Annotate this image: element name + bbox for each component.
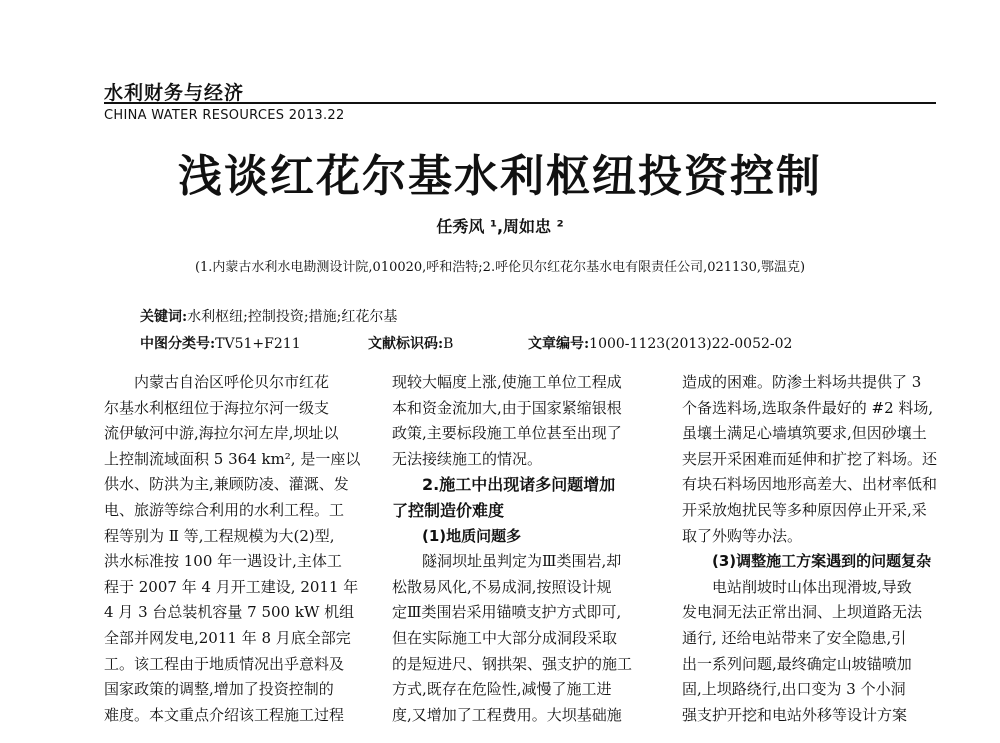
text-line: 但在实际施工中大部分成洞段采取 <box>392 628 618 647</box>
text-line: 固,上坝路绕行,出口变为 3 个小洞 <box>682 680 906 699</box>
text-line: 夹层开采困难而延伸和扩挖了料场。还 <box>682 449 938 468</box>
text-line: 强支护开挖和电站外移等设计方案 <box>682 705 908 724</box>
keywords-label: 关键词: <box>140 309 188 325</box>
text-line: 虽壤土满足心墙填筑要求,但因砂壤土 <box>682 424 927 443</box>
article-no-value: 1000-1123(2013)22-0052-02 <box>589 336 793 352</box>
text-line: 供水、防洪为主,兼顾防凌、灌溉、发 <box>104 475 349 494</box>
text-line: 程于 2007 年 4 月开工建设, 2011 年 <box>104 577 359 596</box>
text-line: 开采放炮扰民等多种原因停止开采,采 <box>682 500 927 519</box>
text-line: 个备选料场,选取条件最好的 #2 料场, <box>682 398 934 417</box>
text-line: 本和资金流加大,由于国家紧缩银根 <box>392 398 622 417</box>
text-line: 尔基水利枢纽位于海拉尔河一级支 <box>104 398 330 417</box>
text-line: 国家政策的调整,增加了投资控制的 <box>104 680 334 699</box>
keywords <box>140 306 397 326</box>
journal-issue: CHINA WATER RESOURCES 2013.22 <box>104 108 345 123</box>
text-line: 造成的困难。防渗土料场共提供了 3 <box>682 373 922 391</box>
doc-code-label: 文献标识码: <box>368 336 444 352</box>
body-column-1 <box>104 370 366 728</box>
text-line: 流伊敏河中游,海拉尔河左岸,坝址以 <box>104 424 339 443</box>
keywords-value: 水利枢纽;控制投资;措施;红花尔基 <box>187 309 398 325</box>
text-line: 出一系列问题,最终确定山坡锚喷加 <box>682 654 912 673</box>
text-line: 洪水标准按 100 年一遇设计,主体工 <box>104 552 342 571</box>
affiliation: (1.内蒙古水利水电勘测设计院,010020,呼和浩特;2.呼伦贝尔红花尔基水电有限责任公司,021130,鄂温克) <box>194 260 806 275</box>
text-line: 度,又增加了工程费用。大坝基础施 <box>392 705 622 724</box>
text-line: 现较大幅度上涨,使施工单位工程成 <box>392 373 622 391</box>
text-line: 上控制流域面积 5 364 km², 是一座以 <box>104 449 361 468</box>
text-line: 的是短进尺、钢拱架、强支护的施工 <box>392 654 633 673</box>
text-line: 松散易风化,不易成洞,按照设计规 <box>392 577 612 596</box>
clc-field <box>140 333 301 353</box>
clc-label: 中图分类号: <box>140 336 216 352</box>
text-line: 工。该工程由于地质情况出乎意料及 <box>104 654 345 673</box>
text-line: 隧洞坝址虽判定为Ⅲ类围岩,却 <box>422 552 622 571</box>
subsection-heading-3: (3)调整施工方案遇到的问题复杂 <box>712 552 932 571</box>
text-line: 无法接续施工的情况。 <box>392 449 543 468</box>
text-line: 4 月 3 台总装机容量 7 500 kW 机组 <box>104 603 355 622</box>
section-heading-2: 2.施工中出现诸多问题增加 <box>422 475 616 495</box>
doc-code-value: B <box>443 336 454 352</box>
text-line: 全部并网发电,2011 年 8 月底全部完 <box>104 628 351 647</box>
text-line: 电站削坡时山体出现滑坡,导致 <box>712 577 912 596</box>
section-heading-2-cont: 了控制造价难度 <box>392 500 505 520</box>
header-rule <box>104 102 936 104</box>
text-line: 发电洞无法正常出洞、上坝道路无法 <box>682 603 923 622</box>
article-no-label: 文章编号: <box>528 336 590 352</box>
text-line: 通行, 还给电站带来了安全隐患,引 <box>682 628 907 647</box>
article-no-field <box>528 333 792 353</box>
text-line: 内蒙古自治区呼伦贝尔市红花 <box>134 373 330 391</box>
journal-title: 水利财务与经济 <box>104 82 245 104</box>
text-line: 程等别为 Ⅱ 等,工程规模为大(2)型, <box>104 526 335 545</box>
doc-code-field <box>368 333 453 353</box>
body-column-3 <box>682 370 944 728</box>
authors: 任秀风 ¹,周如忠 ² <box>436 217 564 236</box>
text-line: 有块石料场因地形高差大、出材率低和 <box>682 475 938 494</box>
body-column-2 <box>392 370 654 728</box>
text-line: 方式,既存在危险性,减慢了施工进 <box>392 680 612 699</box>
text-line: 定Ⅲ类围岩采用锚喷支护方式即可, <box>392 603 622 622</box>
clc-value: TV51+F211 <box>215 336 301 352</box>
article-title: 浅谈红花尔基水利枢纽投资控制 <box>178 151 822 202</box>
subsection-heading-1: (1)地质问题多 <box>422 526 522 545</box>
text-line: 难度。本文重点介绍该工程施工过程 <box>104 705 345 724</box>
text-line: 政策,主要标段施工单位甚至出现了 <box>392 424 622 443</box>
text-line: 电、旅游等综合利用的水利工程。工 <box>104 500 345 519</box>
text-line: 取了外购等办法。 <box>682 526 803 545</box>
